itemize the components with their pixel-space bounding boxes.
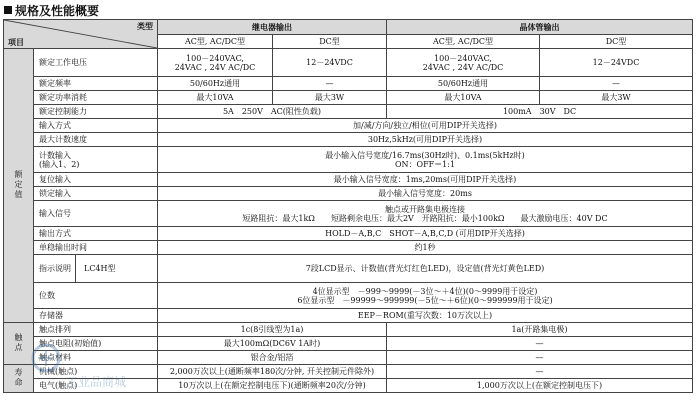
group-contact-label: 触点 bbox=[14, 332, 23, 353]
tr-dc-col: DC型 bbox=[540, 35, 693, 49]
indicator-value: 7段LCD显示、计数值(背光灯红色LED)，设定值(背光灯黄色LED) bbox=[158, 255, 693, 283]
freq-tr-ac: 50/60Hz通用 bbox=[387, 77, 540, 91]
freq-relay-ac: 50/60Hz通用 bbox=[158, 77, 273, 91]
row-label-digits: 位数 bbox=[34, 283, 158, 309]
rated-voltage-relay-dc: 12－24VDC bbox=[273, 49, 387, 77]
header-corner bbox=[4, 20, 158, 49]
contact-arr-relay: 1c(8引线型为1a) bbox=[158, 323, 387, 337]
square-bullet-icon bbox=[4, 6, 12, 14]
row-label-input-signal: 输入信号 bbox=[34, 201, 158, 227]
contact-mat-relay: 银合金/铝箔 bbox=[158, 351, 387, 365]
lock-input-value: 最小输入信号宽度：20ms bbox=[158, 187, 693, 201]
contact-res-relay: 最大100mΩ(DC6V 1A时) bbox=[158, 337, 387, 351]
freq-tr-dc: — bbox=[540, 77, 693, 91]
life-mech-tr: — bbox=[387, 365, 693, 379]
row-label-count-input: 计数输入 (输入1、2) bbox=[34, 147, 158, 173]
page-title-text: 规格及性能概要 bbox=[15, 3, 100, 18]
count-input-value: 最小输入信号宽度/16.7ms(30Hz时)、0.1ms(5kHz时) ON：OFF＝1:1 bbox=[158, 147, 693, 173]
row-label-lock-input: 锁定输入 bbox=[34, 187, 158, 201]
power-tr-ac: 最大10VA bbox=[387, 91, 540, 105]
page-title bbox=[4, 2, 99, 18]
row-label-input-mode: 输入方式 bbox=[34, 119, 158, 133]
row-label-indicator: 指示说明 bbox=[34, 255, 76, 282]
power-relay-dc: 最大3W bbox=[273, 91, 387, 105]
type-label: 类型 bbox=[137, 22, 153, 31]
single-output-value: 约1秒 bbox=[158, 241, 693, 255]
memory-value: EEP－ROM(重写次数：10万次以上) bbox=[158, 309, 693, 323]
row-label-freq: 额定频率 bbox=[34, 77, 158, 91]
spec-table bbox=[3, 19, 693, 393]
group-life bbox=[4, 365, 34, 393]
contact-mat-tr: — bbox=[387, 351, 693, 365]
contact-arr-tr: 1a(开路集电极) bbox=[387, 323, 693, 337]
transistor-output-header: 晶体管输出 bbox=[387, 20, 693, 35]
life-mech-relay: 2,000万次以上(通断频率180次/分钟, 开关控制元件除外) bbox=[158, 365, 387, 379]
power-tr-dc: 最大3W bbox=[540, 91, 693, 105]
relay-dc-col: DC型 bbox=[273, 35, 387, 49]
control-tr: 100mA 30V DC bbox=[387, 105, 693, 119]
contact-res-tr: — bbox=[387, 337, 693, 351]
row-label-max-speed: 最大计数速度 bbox=[34, 133, 158, 147]
max-speed-value: 30Hz,5kHz(可用DIP开关选择) bbox=[158, 133, 693, 147]
row-label-reset-input: 复位输入 bbox=[34, 173, 158, 187]
diagonal-line bbox=[4, 20, 157, 48]
row-label-power: 额定功率消耗 bbox=[34, 91, 158, 105]
row-label-rated-voltage: 额定工作电压 bbox=[34, 49, 158, 77]
group-rated-label: 额定值 bbox=[14, 169, 23, 200]
group-contact bbox=[4, 323, 34, 365]
row-label-single-output: 单稳输出时间 bbox=[34, 241, 158, 255]
life-elec-tr: 1,000万次以上(在额定控制电压下) bbox=[387, 379, 693, 393]
item-label: 项目 bbox=[8, 38, 24, 47]
row-label-output-mode: 输出方式 bbox=[34, 227, 158, 241]
digits-value: 4位显示型 －999～9999(－3位～＋4位)(0～9999用于设定) 6位显示型 －99999～999999(－5位～＋6位)(0～999999用于设定) bbox=[158, 283, 693, 309]
relay-output-header: 继电器输出 bbox=[158, 20, 387, 35]
rated-voltage-tr-ac: 100－240VAC, 24VAC , 24V AC/DC bbox=[387, 49, 540, 77]
control-relay: 5A 250V AC(阻性负载) bbox=[158, 105, 387, 119]
relay-ac-col: AC型, AC/DC型 bbox=[158, 35, 273, 49]
freq-relay-dc: — bbox=[273, 77, 387, 91]
row-label-life-mech: 机械(触点) bbox=[34, 365, 158, 379]
row-label-memory: 存储器 bbox=[34, 309, 158, 323]
group-rated bbox=[4, 49, 34, 323]
reset-input-value: 最小输入信号宽度：1ms,20ms(可用DIP开关选择) bbox=[158, 173, 693, 187]
row-label-contact-res: 触点电阻(初始值) bbox=[34, 337, 158, 351]
tr-ac-col: AC型, AC/DC型 bbox=[387, 35, 540, 49]
row-label-life-elec: 电气(触点) bbox=[34, 379, 158, 393]
output-mode-value: HOLD－A,B,C SHOT－A,B,C,D (可用DIP开关选择) bbox=[158, 227, 693, 241]
row-label-contact-mat: 触点材料 bbox=[34, 351, 158, 365]
row-label-control: 额定控制能力 bbox=[34, 105, 158, 119]
rated-voltage-relay-ac: 100－240VAC, 24VAC , 24V AC/DC bbox=[158, 49, 273, 77]
watermark-text: 工业品商城 bbox=[66, 375, 127, 389]
power-relay-ac: 最大10VA bbox=[158, 91, 273, 105]
input-signal-value: 触点或开路集电极连接 短路阻抗：最大1kΩ 短路剩余电压：最大2V 开路阻抗：最小100kΩ 最大激励电压：40V DC bbox=[158, 201, 693, 227]
indicator-label-cell bbox=[34, 255, 158, 283]
row-label-contact-arr: 触点排列 bbox=[34, 323, 158, 337]
life-elec-relay: 10万次以上(在额定控制电压下)(通断频率20次/分钟) bbox=[158, 379, 387, 393]
indicator-sublabel: LC4H型 bbox=[84, 264, 116, 273]
input-mode-value: 加/减/方向/独立/相位(可用DIP开关选择) bbox=[158, 119, 693, 133]
rated-voltage-tr-dc: 12－24VDC bbox=[540, 49, 693, 77]
group-life-label: 寿命 bbox=[14, 367, 23, 388]
